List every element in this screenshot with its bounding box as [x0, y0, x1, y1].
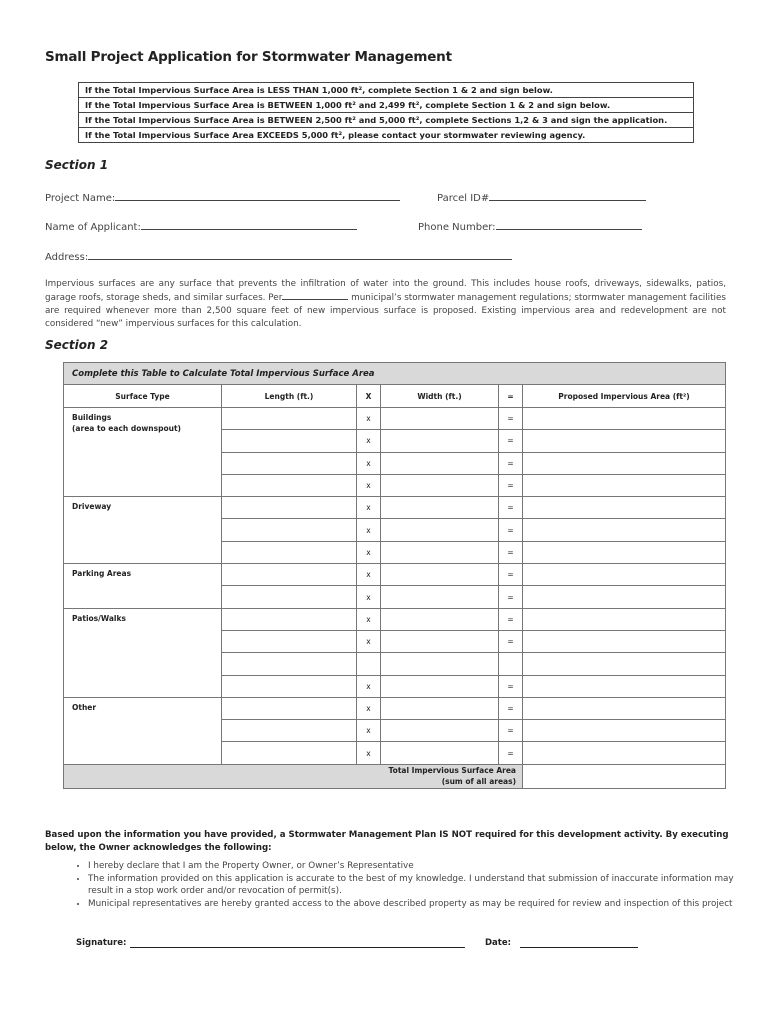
width-cell[interactable]: [381, 452, 499, 474]
list-item: • I hereby declare that I am the Property Owner, or Owner’s Representative: [88, 860, 748, 873]
project-name-label: Project Name:: [45, 193, 116, 204]
total-label-line1: Total Impervious Surface Area: [388, 766, 516, 776]
width-cell[interactable]: [381, 497, 499, 519]
equals-sign: =: [499, 630, 523, 652]
width-cell[interactable]: [381, 519, 499, 541]
instruction-line: If the Total Impervious Surface Area is LESS THAN 1,000 ft², complete Section 1 & 2 and sign below.: [79, 83, 693, 98]
multiply-sign: x: [357, 608, 381, 630]
width-cell[interactable]: [381, 408, 499, 430]
proposed-area-cell[interactable]: [523, 430, 726, 452]
equals-sign: =: [499, 541, 523, 563]
project-name-field[interactable]: [45, 190, 400, 204]
multiply-sign: x: [357, 430, 381, 452]
acknowledgement-text: Based upon the information you have provided, a Stormwater Management Plan IS NOT required for this development activity. By executing below, the Owner acknowledges the following:: [45, 830, 729, 853]
date-line[interactable]: [520, 947, 638, 948]
length-cell[interactable]: [222, 408, 357, 430]
phone-field[interactable]: [418, 219, 642, 233]
header-equals: =: [499, 385, 523, 408]
proposed-area-cell[interactable]: [523, 541, 726, 563]
project-name-line[interactable]: [115, 190, 400, 201]
multiply-sign: x: [357, 720, 381, 742]
width-cell[interactable]: [381, 474, 499, 496]
instruction-line: If the Total Impervious Surface Area EXCEEDS 5,000 ft², please contact your stormwater reviewing agency.: [85, 130, 586, 140]
proposed-area-cell[interactable]: [523, 742, 726, 764]
total-label-line2: (sum of all areas): [441, 777, 516, 787]
surface-type-label: Driveway: [64, 497, 222, 564]
proposed-area-cell[interactable]: [523, 519, 726, 541]
width-cell[interactable]: [381, 430, 499, 452]
header-surface-type: Surface Type: [64, 385, 222, 408]
signature-line[interactable]: [130, 947, 465, 948]
header-proposed-area: Proposed Impervious Area (ft²): [523, 385, 726, 408]
width-cell[interactable]: [381, 697, 499, 719]
proposed-area-cell[interactable]: [523, 408, 726, 430]
multiply-sign: x: [357, 697, 381, 719]
parcel-id-line[interactable]: [489, 190, 646, 201]
list-item: • Municipal representatives are hereby granted access to the above described property as may be required for review and inspection of this project: [88, 898, 748, 911]
multiply-sign: x: [357, 742, 381, 764]
equals-sign: =: [499, 519, 523, 541]
multiply-sign: x: [357, 497, 381, 519]
equals-sign: =: [499, 720, 523, 742]
proposed-area-cell[interactable]: [523, 474, 726, 496]
proposed-area-cell[interactable]: [523, 586, 726, 608]
width-cell[interactable]: [381, 541, 499, 563]
applicant-line[interactable]: [141, 219, 357, 230]
multiply-sign: x: [357, 586, 381, 608]
impervious-paragraph: [45, 278, 726, 331]
equals-sign: =: [499, 608, 523, 630]
equals-sign: =: [499, 586, 523, 608]
table-row: [64, 608, 726, 630]
acknowledgement-list: [58, 860, 748, 910]
width-cell[interactable]: [381, 608, 499, 630]
length-cell[interactable]: [222, 586, 357, 608]
phone-line[interactable]: [496, 219, 642, 230]
section1-heading: Section 1: [45, 158, 109, 172]
date-label: Date:: [485, 938, 512, 948]
width-cell[interactable]: [381, 586, 499, 608]
equals-sign: =: [499, 408, 523, 430]
table-row: [64, 564, 726, 586]
address-line[interactable]: [88, 249, 512, 260]
header-x: X: [357, 385, 381, 408]
proposed-area-cell[interactable]: [523, 697, 726, 719]
table-row: [64, 697, 726, 719]
length-cell[interactable]: [222, 497, 357, 519]
proposed-area-cell[interactable]: [523, 630, 726, 652]
width-cell[interactable]: [381, 564, 499, 586]
multiply-sign: x: [357, 630, 381, 652]
signature-label: Signature:: [76, 938, 127, 948]
multiply-sign: x: [357, 452, 381, 474]
address-label: Address:: [45, 252, 89, 263]
header-width: Width (ft.): [381, 385, 499, 408]
paragraph-part2: municipal’s stormwater management regulations; stormwater management facilities are required whenever more than 2,500 square feet of new impervious surface is proposed. Existing impervious area and redevelopment are not considered “new” impervious surfaces for this calculation.: [45, 293, 726, 329]
impervious-area-table: [63, 362, 726, 789]
length-cell[interactable]: [222, 430, 357, 452]
length-cell[interactable]: [222, 697, 357, 719]
length-cell[interactable]: [222, 474, 357, 496]
length-cell[interactable]: [222, 720, 357, 742]
width-cell[interactable]: [381, 720, 499, 742]
table-caption: Complete this Table to Calculate Total Impervious Surface Area: [64, 363, 726, 385]
proposed-area-cell[interactable]: [523, 675, 726, 697]
table-header-row: [64, 385, 726, 408]
multiply-sign: x: [357, 541, 381, 563]
multiply-sign: x: [357, 519, 381, 541]
table-row: [64, 408, 726, 430]
equals-sign: =: [499, 742, 523, 764]
equals-sign: =: [499, 564, 523, 586]
multiply-sign: x: [357, 675, 381, 697]
proposed-area-cell[interactable]: [523, 452, 726, 474]
multiply-sign: x: [357, 564, 381, 586]
length-cell[interactable]: [222, 630, 357, 652]
multiply-sign: x: [357, 474, 381, 496]
equals-sign: =: [499, 452, 523, 474]
proposed-area-cell[interactable]: [523, 497, 726, 519]
length-cell[interactable]: [222, 519, 357, 541]
width-cell[interactable]: [381, 742, 499, 764]
surface-type-label: Patios/Walks: [64, 608, 222, 697]
equals-sign: =: [499, 497, 523, 519]
total-label: [64, 764, 523, 788]
equals-sign: =: [499, 697, 523, 719]
total-area-cell[interactable]: [523, 764, 726, 788]
applicant-label: Name of Applicant:: [45, 222, 141, 233]
multiply-sign: x: [357, 408, 381, 430]
width-cell[interactable]: [381, 630, 499, 652]
length-cell[interactable]: [222, 675, 357, 697]
surface-type-label: Other: [64, 697, 222, 764]
section2-heading: Section 2: [45, 338, 109, 352]
proposed-area-cell[interactable]: [523, 608, 726, 630]
length-cell[interactable]: [222, 608, 357, 630]
parcel-id-label: Parcel ID#: [437, 193, 490, 204]
surface-type-label: Parking Areas: [64, 564, 222, 609]
instructions-box: [78, 82, 694, 143]
municipality-blank[interactable]: [282, 291, 348, 300]
list-item: • The information provided on this application is accurate to the best of my knowledge. I understand that submission of inaccurate information may result in a stop work order and/or revocation of permit(s).: [88, 873, 748, 898]
phone-label: Phone Number:: [418, 222, 496, 233]
total-row: [64, 764, 726, 788]
header-length: Length (ft.): [222, 385, 357, 408]
length-cell[interactable]: [222, 742, 357, 764]
equals-sign: =: [499, 474, 523, 496]
address-field[interactable]: [45, 249, 512, 263]
table-row: [64, 497, 726, 519]
width-cell[interactable]: [381, 675, 499, 697]
applicant-field[interactable]: [45, 219, 357, 233]
surface-type-label: Buildings (area to each downspout): [64, 408, 222, 497]
page-title: Small Project Application for Stormwater Management: [45, 49, 452, 65]
equals-sign: =: [499, 675, 523, 697]
length-cell[interactable]: [222, 541, 357, 563]
equals-sign: [499, 653, 523, 675]
length-cell[interactable]: [222, 452, 357, 474]
instruction-line: If the Total Impervious Surface Area is BETWEEN 1,000 ft² and 2,499 ft², complete Section 1 & 2 and sign below.: [79, 98, 693, 113]
proposed-area-cell[interactable]: [523, 564, 726, 586]
parcel-id-field[interactable]: [437, 190, 646, 204]
proposed-area-cell[interactable]: [523, 720, 726, 742]
proposed-area-cell[interactable]: [523, 653, 726, 675]
paragraph-part1: Impervious surfaces are any surface that prevents the infiltration of water into the ground. This includes house roofs, driveways, sidewalks, patios, garage roofs, storage sheds, and similar surfaces. Per: [45, 279, 726, 303]
length-cell[interactable]: [222, 564, 357, 586]
multiply-sign: [357, 653, 381, 675]
instruction-line: If the Total Impervious Surface Area is BETWEEN 2,500 ft² and 5,000 ft², complete Sections 1,2 & 3 and sign the application.: [79, 113, 693, 128]
equals-sign: =: [499, 430, 523, 452]
width-cell[interactable]: [381, 653, 499, 675]
length-cell[interactable]: [222, 653, 357, 675]
